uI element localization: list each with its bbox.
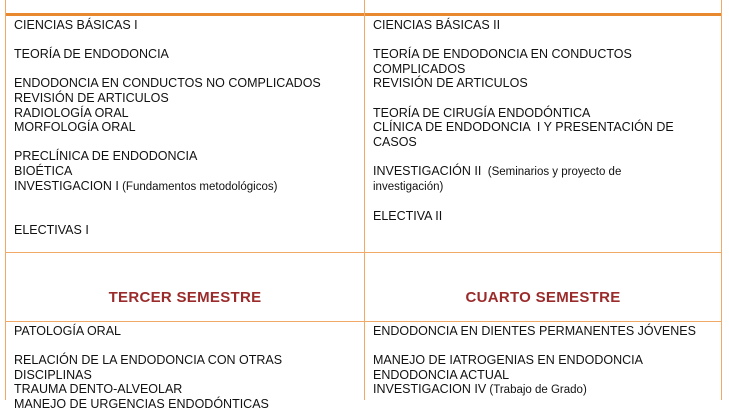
- subject: CIENCIAS BÁSICAS II: [373, 18, 501, 32]
- subject-title: INVESTIGACION IV: [373, 382, 487, 397]
- subject: DISCIPLINAS: [14, 367, 92, 382]
- subject: RADIOLOGÍA ORAL: [14, 105, 129, 120]
- table-right-border: [721, 0, 722, 400]
- subject: BIOÉTICA: [14, 163, 73, 178]
- subject-note: (Trabajo de Grado): [486, 384, 587, 397]
- subject: MANEJO DE IATROGENIAS EN ENDODONCIA: [373, 353, 643, 368]
- subject: ENDODONCIA EN DIENTES PERMANENTES JÓVENES: [373, 324, 696, 338]
- subject: REVISIÓN DE ARTICULOS: [373, 76, 528, 91]
- subject-elective: ELECTIVAS I: [14, 223, 89, 238]
- subject: MANEJO DE URGENCIAS ENDODÓNTICAS: [14, 396, 269, 411]
- semester-4-subjects: [373, 324, 718, 398]
- subject-investigation: [373, 382, 718, 398]
- subject: PATOLOGÍA ORAL: [14, 324, 121, 338]
- subject-note: (Fundamentos metodológicos): [118, 180, 278, 193]
- table-left-border: [5, 0, 6, 400]
- subject: ENDODONCIA ACTUAL: [373, 367, 510, 382]
- subject: CIENCIAS BÁSICAS I: [14, 18, 138, 32]
- third-semester-heading: TERCER SEMESTRE: [108, 289, 262, 306]
- subject: PRECLÍNICA DE ENDODONCIA: [14, 149, 198, 164]
- subject: REVISIÓN DE ARTICULOS: [14, 90, 169, 105]
- subject-investigation: [373, 164, 718, 180]
- subject: TEORÍA DE ENDODONCIA: [14, 47, 169, 62]
- subject-title: INVESTIGACION I: [14, 178, 119, 193]
- row-divider-2: [5, 321, 722, 322]
- subject: TEORÍA DE ENDODONCIA EN CONDUCTOS: [373, 47, 632, 62]
- subject-elective: ELECTIVA II: [373, 208, 443, 223]
- semester-3-subjects: [14, 324, 359, 412]
- fourth-semester-heading: CUARTO SEMESTRE: [465, 289, 621, 306]
- subject: CASOS: [373, 134, 417, 149]
- semester-2-subjects: [373, 18, 718, 223]
- subject: MORFOLOGÍA ORAL: [14, 120, 136, 135]
- subject: TEORÍA DE CIRUGÍA ENDODÓNTICA: [373, 105, 591, 120]
- subject: CLÍNICA DE ENDODONCIA I Y PRESENTACIÓN DE: [373, 120, 674, 135]
- subject-investigation: [14, 179, 359, 195]
- subject: TRAUMA DENTO-ALVEOLAR: [14, 382, 183, 397]
- subject: COMPLICADOS: [373, 61, 466, 76]
- subject-note: investigación): [373, 180, 444, 193]
- row-divider-1: [5, 252, 722, 253]
- table-center-divider: [364, 0, 365, 400]
- subject-title: INVESTIGACIÓN II: [373, 163, 482, 178]
- subject-note: (Seminarios y proyecto de: [481, 165, 622, 178]
- semester-1-subjects: [14, 18, 359, 238]
- subject: ENDODONCIA EN CONDUCTOS NO COMPLICADOS: [14, 76, 321, 91]
- subject: RELACIÓN DE LA ENDODONCIA CON OTRAS: [14, 353, 283, 368]
